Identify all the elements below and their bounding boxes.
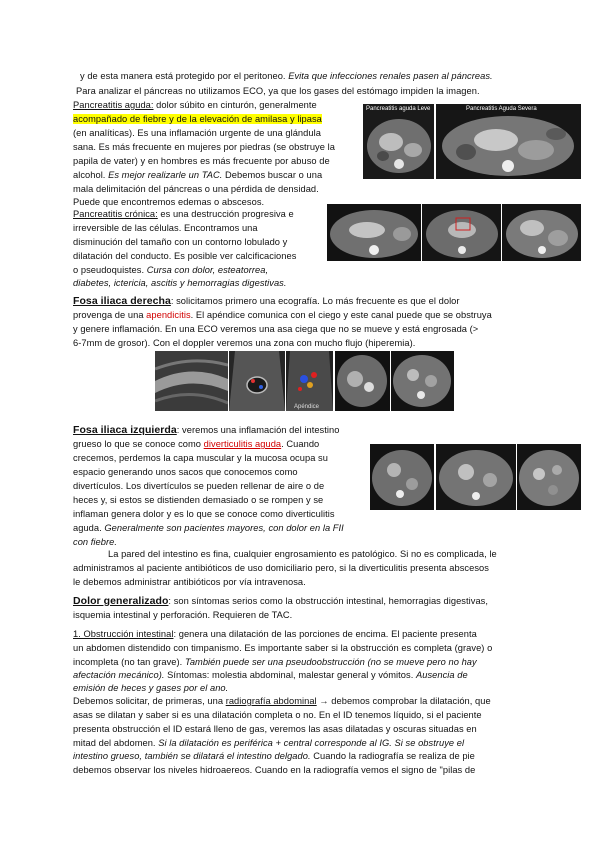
text-line: La pared del intestino es fina, cualquier engrosamiento es patológico. Si no es complicada, le (108, 549, 497, 559)
text-line: divertículos. Los divertículos se pueden rellenar de aire o de (73, 481, 325, 491)
section-heading-dg: Dolor generalizado (73, 595, 169, 607)
text-line: heces y, si estos se distienden demasiado o se rompen y se (73, 495, 324, 505)
text-line: Para analizar el páncreas no utilizamos ECO, ya que los gases del estómago impiden la imagen. (76, 86, 480, 96)
text-line (73, 309, 492, 321)
text-span: alcohol. (73, 170, 109, 180)
text-span: → debemos comprobar la dilatación, que (316, 696, 491, 706)
text-line: sana. Es más frecuente en mujeres por piedras (se obstruye la (73, 142, 335, 152)
pancreatitis-aguda-title: Pancreatitis aguda: (73, 100, 154, 110)
pancreatitis-cronica-line (73, 208, 294, 220)
text-line (73, 656, 477, 668)
ct-image-apendice-1 (335, 351, 390, 411)
text-span: Debemos buscar o una (222, 170, 323, 180)
text-span-italic: Cursa con dolor, esteatorrea, (146, 265, 269, 275)
text-span: . El apéndice comunica con el ciego y este canal puede que se obstruya (190, 310, 492, 320)
text-line (73, 113, 322, 125)
obstruccion-title: 1. Obstrucción intestinal (73, 629, 174, 639)
text-line: disminución del tamaño con un contorno lobulado y (73, 237, 288, 247)
text-line (73, 169, 322, 181)
text-span: Debemos solicitar, de primeras, una (73, 696, 226, 706)
text-line: diabetes, ictericia, ascitis y hemorragias digestivas. (73, 278, 287, 288)
ct-image-pancreatitis-severa (436, 104, 581, 179)
text-span: Cuando la radiografía se realiza de pie (310, 751, 475, 761)
red-term: apendicitis (146, 310, 191, 320)
red-term: diverticulitis aguda (203, 439, 282, 449)
section-heading-fii: Fosa iliaca izquierda (73, 424, 177, 436)
image-caption: Apéndice (294, 404, 320, 410)
text-line (73, 522, 344, 534)
text-line: Puede que encontremos edemas o abscesos. (73, 197, 265, 207)
text-span-italic: Generalmente son pacientes mayores, con dolor en la FII (104, 523, 344, 533)
text-span: mitad del abdomen. (73, 738, 159, 748)
text-span: dolor súbito en cinturón, generalmente (153, 100, 317, 110)
ct-image-pancreatitis-leve (363, 104, 434, 179)
text-line: con fiebre. (73, 537, 117, 547)
text-line (73, 737, 464, 749)
highlighted-text: acompañado de fiebre y de la elevación de amilasa y lipasa (73, 114, 322, 124)
text-span: es una destrucción progresiva e (157, 209, 294, 219)
text-line: presenta obstrucción el ID estará lleno de gas, veremos las asas dilatadas y oscuras situadas en (73, 724, 477, 734)
text-line: (en analíticas). Es una inflamación urgente de una glándula (73, 128, 321, 138)
text-line: irreversible de las células. Encontramos una (73, 223, 258, 233)
fosa-iliaca-izquierda-line (73, 424, 339, 436)
text-span-italic: Ausencia de (415, 670, 468, 680)
text-span-italic: Es mejor realizarle un TAC. (108, 170, 223, 180)
ct-image-cronica-2 (422, 204, 501, 261)
text-line: mala delimitación del páncreas o una pérdida de densidad. (73, 184, 319, 194)
text-line: y genere inflamación. En una ECO veremos una asa ciega que no se mueve y está engrosada (> (73, 324, 479, 334)
text-line: inflaman genera dolor y es lo que se conoce como diverticulitis (73, 509, 335, 519)
text-line: isquemia intestinal y perforación. Requieren de TAC. (73, 610, 293, 620)
text-span: incompleta (no tan grave). (73, 657, 185, 667)
text-line: le debemos administrar antibióticos por vía intravenosa. (73, 577, 306, 587)
text-span-italic: También puede ser una pseudoobstrucción (no se mueve pero no hay (184, 657, 477, 667)
ct-image-diverticulitis-2 (436, 444, 516, 510)
fosa-iliaca-derecha-line (73, 295, 460, 307)
text-span: : genera una dilatación de las porciones de encima. El paciente presenta (173, 629, 477, 639)
ct-image-cronica-1 (327, 204, 421, 261)
text-span: grueso lo que se conoce como (73, 439, 204, 449)
text-span: : veremos una inflamación del intestino (176, 425, 340, 435)
text-line: un abdomen distendido con timpanismo. Es importante saber si la obstrucción es completa (grave) o (73, 643, 493, 653)
text-line: asas se dilatan y saber si es una dilatación completa o no. En el ID tenemos líquido, si el paciente (73, 710, 482, 720)
text-span: : solicitamos primero una ecografía. Lo más frecuente es que el dolor (170, 296, 460, 306)
text-span: y de esta manera está protegido por el peritoneo. (80, 71, 289, 81)
ct-image-cronica-3 (502, 204, 581, 261)
text-line: espacio generando unos sacos que conocemos como (73, 467, 298, 477)
image-caption: Pancreatitis Aguda Severa (466, 106, 537, 112)
text-line (80, 70, 493, 82)
image-caption: Pancreatitis aguda Leve (366, 106, 431, 112)
text-line (73, 750, 475, 762)
text-line: dilatación del conducto. Es posible ver calcificaciones (73, 251, 297, 261)
text-span-italic: intestino grueso, también se dilatará el intestino delgado. (73, 751, 311, 761)
text-line: emisión de heces y gases por el ano. (73, 683, 229, 693)
text-line: papila de vater) y en hombres es más frecuente por abuso de (73, 156, 330, 166)
underlined-term: radiografía abdominal (225, 696, 317, 706)
ct-image-diverticulitis-3 (517, 444, 581, 510)
section-heading-fid: Fosa iliaca derecha (73, 295, 171, 307)
ct-image-diverticulitis-1 (370, 444, 434, 510)
text-line: debemos observar los niveles hidroaereos. Cuando en la radiografía vemos el signo de "pilas de (73, 765, 476, 775)
doppler-image (286, 351, 333, 411)
text-line (73, 669, 468, 681)
text-span-italic: afectación mecánico). (73, 670, 165, 680)
text-span: Síntomas: molestia abdominal, malestar general y vómitos. (164, 670, 416, 680)
text-line: 6-7mm de grosor). Con el doppler veremos una zona con mucho flujo (hiperemia). (73, 338, 416, 348)
pancreatitis-aguda-line (73, 99, 317, 111)
us-image-2 (229, 351, 285, 411)
text-span: provenga de una (73, 310, 147, 320)
obstruccion-intestinal-line (73, 628, 477, 640)
text-line (73, 438, 319, 450)
text-line: crecemos, perdemos la capa muscular y la mucosa ocupa su (73, 453, 328, 463)
text-span: . Cuando (281, 439, 320, 449)
text-span-italic: Si la dilatación es periférica + central corresponde al IG. Si se obstruye el (158, 738, 465, 748)
text-span: : son síntomas serios como la obstrucción intestinal, hemorragias digestivas, (168, 596, 488, 606)
text-span: aguda. (73, 523, 105, 533)
us-image-1 (155, 351, 228, 411)
dolor-generalizado-line (73, 595, 488, 607)
text-span: o pseudoquistes. (73, 265, 147, 275)
ct-image-apendice-2 (391, 351, 454, 411)
text-line: administramos al paciente antibióticos de uso domiciliario pero, si la diverticulitis presenta abscesos (73, 563, 489, 573)
text-line (73, 695, 491, 707)
text-span-italic: Evita que infecciones renales pasen al páncreas. (288, 71, 493, 81)
pancreatitis-cronica-title: Pancreatitis crónica: (73, 209, 158, 219)
text-line (73, 264, 268, 276)
